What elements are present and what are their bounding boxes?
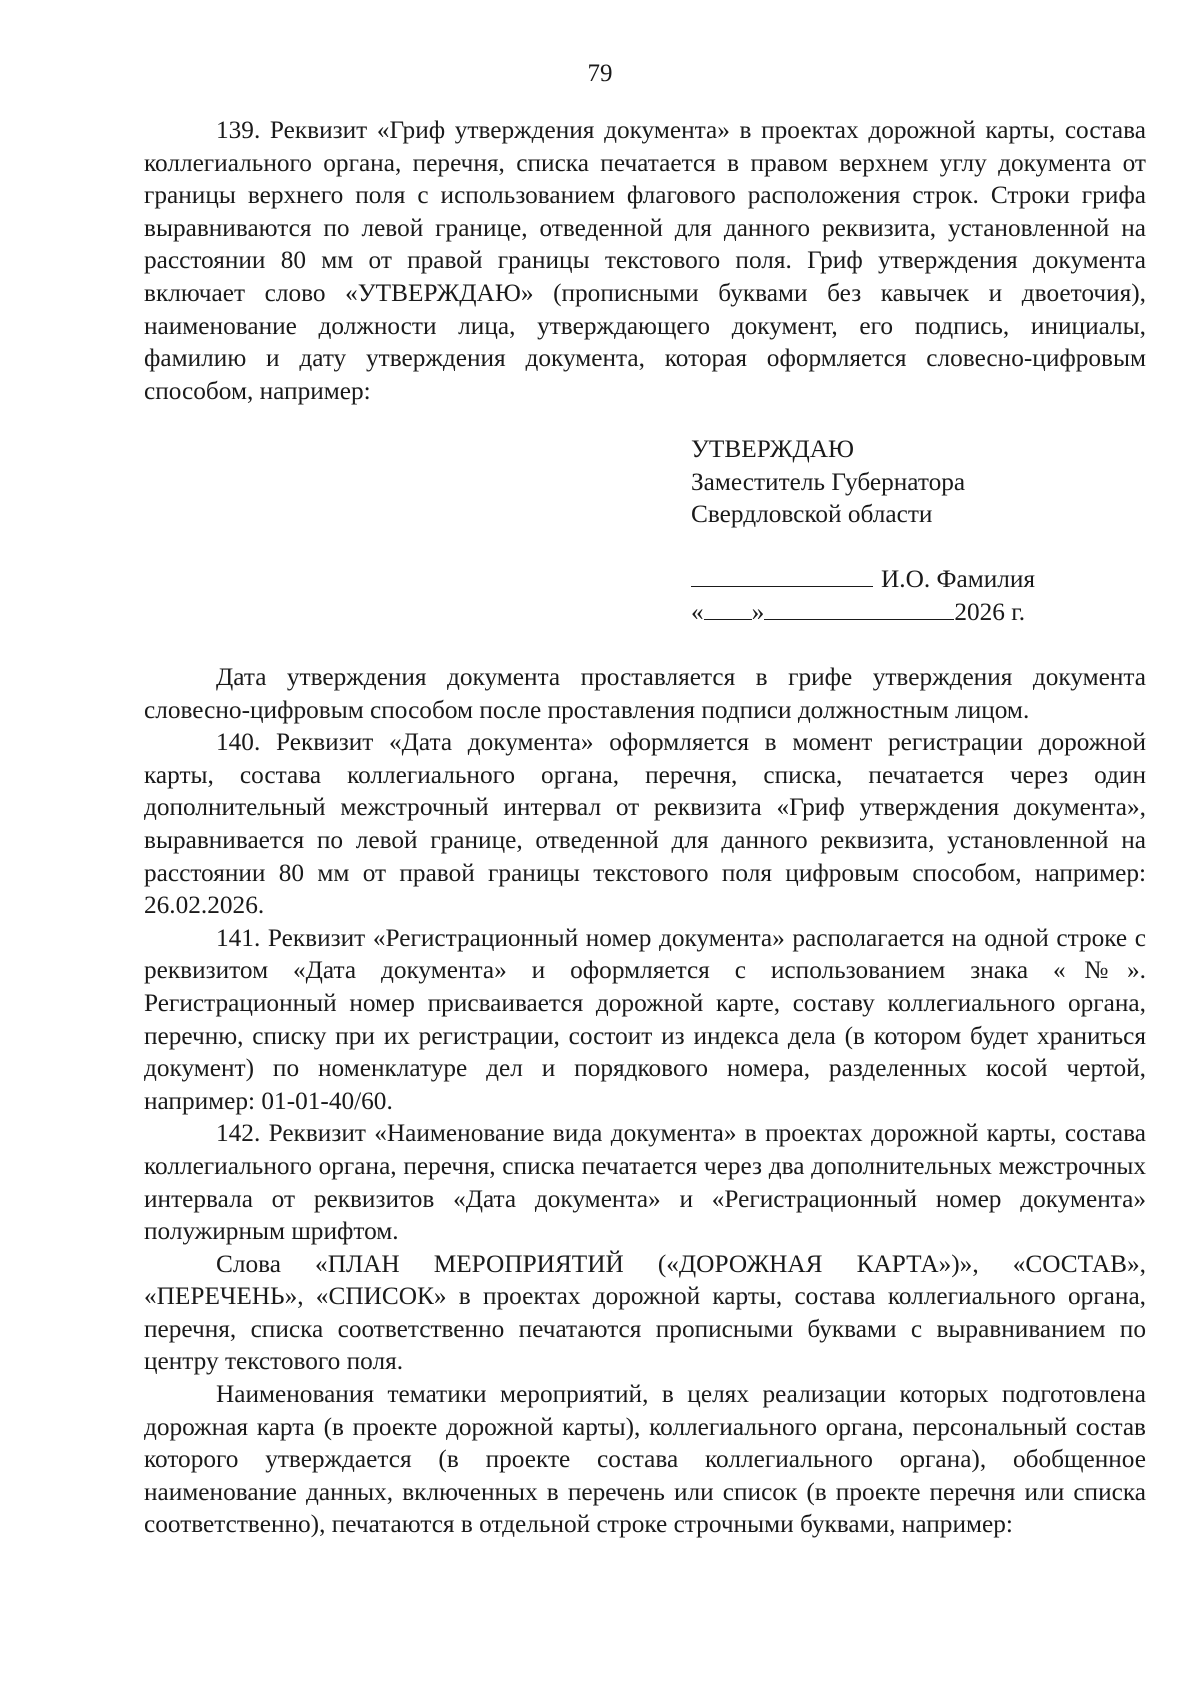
day-blank	[704, 597, 752, 620]
approval-year: 2026 г.	[954, 597, 1026, 626]
paragraph-139: 139. Реквизит «Гриф утверждения документа» в проектах дорожной карты, состава коллегиального органа, перечня, списка печатается в правом верхнем углу документа от границы верхнего поля с использованием флагового расположения строк. Строки грифа выравниваются по левой границе, отведенной для данного реквизита, установленной на расстоянии 80 мм от правой границы текстового поля. Гриф утверждения документа включает слово «УТВЕРЖДАЮ» (прописными буквами без кавычек и двоеточия), наименование должности лица, утверждающего документ, его подпись, инициалы, фамилию и дату утверждения документа, которая оформляется словесно-цифровым способом, например:	[144, 116, 1146, 405]
date-line	[691, 596, 1161, 629]
page-number: 79	[587, 60, 613, 87]
quote-close: »	[751, 597, 765, 626]
position-line-1: Заместитель Губернатора	[691, 467, 966, 496]
paragraph-words: Слова «ПЛАН МЕРОПРИЯТИЙ («ДОРОЖНАЯ КАРТА»)», «СОСТАВ», «ПЕРЕЧЕНЬ», «СПИСОК» в проектах дорожной карты, состава коллегиального органа, перечня, списка соответственно печатаются прописными буквами с выравниванием по центру текстового поля.	[144, 1249, 1146, 1376]
position-line-2: Свердловской области	[691, 500, 933, 529]
stamp-spacer	[691, 531, 1161, 564]
signature-blank	[691, 564, 873, 587]
quote-open: «	[691, 597, 704, 626]
signer-name: И.О. Фамилия	[881, 565, 1036, 594]
paragraph-140: 140. Реквизит «Дата документа» оформляется в момент регистрации дорожной карты, состава коллегиального органа, перечня, списка, печатается через один дополнительный межстрочный интервал от реквизита «Гриф утверждения документа», выравнивается по левой границе, отведенной для данного реквизита, установленной на расстоянии 80 мм от правой границы текстового поля цифровым способом, например: 26.02.2026.	[144, 728, 1146, 920]
text-block-top	[144, 114, 1146, 407]
month-blank	[764, 597, 954, 620]
approval-stamp	[691, 433, 1161, 629]
paragraph-names: Наименования тематики мероприятий, в целях реализации которых подготовлена дорожная карта (в проекте дорожной карты), коллегиального органа, персональный состав которого утверждается (в проекте состава коллегиального органа), обобщенное наименование данных, включенных в перечень или список (в проекте перечня или списка соответственно), печатаются в отдельной строке строчными буквами, например:	[144, 1380, 1146, 1539]
paragraph-141: 141. Реквизит «Регистрационный номер документа» располагается на одной строке с реквизитом «Дата документа» и оформляется с использованием знака «№». Регистрационный номер присваивается дорожной карте, составу коллегиального органа, перечню, списку при их регистрации, состоит из индекса дела (в котором будет храниться документ) по номенклатуре дел и порядкового номера, разделенных косой чертой, например: 01-01-40/60.	[144, 923, 1146, 1115]
paragraph-date-note: Дата утверждения документа проставляется в грифе утверждения документа словесно-цифровым способом после проставления подписи должностным лицом.	[144, 663, 1146, 724]
signature-line	[691, 563, 1161, 596]
text-block-bottom	[144, 661, 1146, 1541]
approve-word: УТВЕРЖДАЮ	[691, 435, 855, 463]
paragraph-142: 142. Реквизит «Наименование вида документа» в проектах дорожной карты, состава коллегиального органа, перечня, списка печатается через два дополнительных межстрочных интервала от реквизитов «Дата документа» и «Регистрационный номер документа» полужирным шрифтом.	[144, 1119, 1146, 1246]
